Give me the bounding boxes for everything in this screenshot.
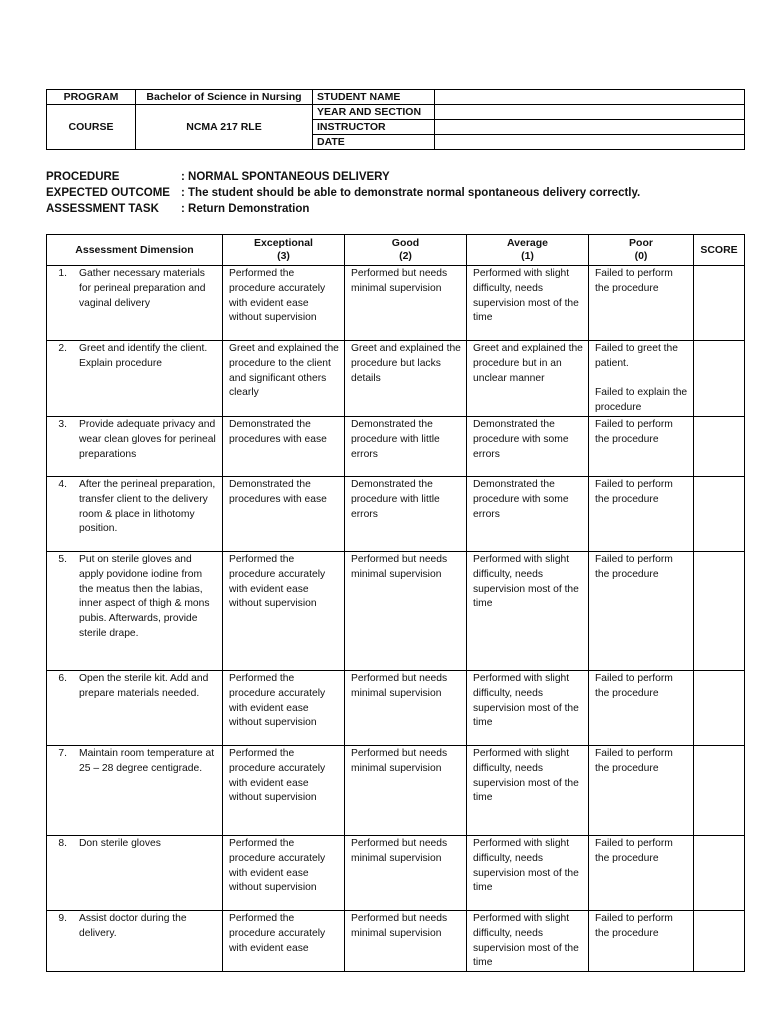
good-cell: Performed but needs minimal supervision [345, 910, 467, 971]
instructor-label: INSTRUCTOR [313, 120, 435, 135]
exceptional-cell: Performed the procedure accurately with evident ease without supervision [223, 745, 345, 835]
rubric-row [47, 341, 745, 417]
dimension-number: 5. [58, 553, 67, 565]
header-poor-score: (0) [634, 250, 648, 262]
dimension-cell [47, 835, 223, 910]
score-cell[interactable] [694, 416, 745, 476]
score-cell[interactable] [694, 910, 745, 971]
dimension-cell [47, 341, 223, 417]
header-assessment-dimension: Assessment Dimension [47, 235, 223, 266]
header-exceptional [223, 235, 345, 266]
dimension-cell [47, 910, 223, 971]
dimension-number: 3. [58, 418, 67, 430]
score-cell[interactable] [694, 551, 745, 670]
exceptional-cell: Performed the procedure accurately with evident ease [223, 910, 345, 971]
date-label: DATE [313, 135, 435, 150]
dimension-text: Assist doctor during the delivery. [79, 912, 187, 939]
dimension-cell [47, 670, 223, 745]
score-cell[interactable] [694, 745, 745, 835]
average-cell: Performed with slight difficulty, needs supervision most of the time [467, 745, 589, 835]
rubric-row [47, 835, 745, 910]
procedure-block [46, 169, 746, 217]
good-cell: Performed but needs minimal supervision [345, 670, 467, 745]
rubric-row [47, 670, 745, 745]
procedure-row [46, 169, 746, 185]
average-cell: Greet and explained the procedure but in an unclear manner [467, 341, 589, 417]
dimension-number: 9. [58, 912, 67, 924]
exceptional-cell: Demonstrated the procedures with ease [223, 476, 345, 551]
procedure-label: PROCEDURE [46, 171, 120, 183]
poor-cell: Failed to perform the procedure [589, 476, 694, 551]
assessment-task-value: : Return Demonstration [181, 203, 310, 215]
rubric-row [47, 416, 745, 476]
good-cell: Demonstrated the procedure with little errors [345, 476, 467, 551]
date-field[interactable] [435, 135, 745, 150]
good-cell: Greet and explained the procedure but lacks details [345, 341, 467, 417]
course-label: COURSE [47, 105, 136, 150]
assessment-task-row [46, 201, 746, 217]
header-good-score: (2) [399, 250, 412, 262]
expected-outcome-row [46, 185, 746, 201]
header-poor-label: Poor [629, 237, 653, 249]
dimension-text: Don sterile gloves [79, 837, 161, 849]
score-cell[interactable] [694, 266, 745, 341]
header-average-label: Average [506, 237, 549, 249]
poor-cell: Failed to perform the procedure [589, 670, 694, 745]
rubric-row [47, 910, 745, 971]
student-name-field[interactable] [435, 90, 745, 105]
header-info-table [46, 89, 745, 150]
year-section-field[interactable] [435, 105, 745, 120]
average-cell: Performed with slight difficulty, needs supervision most of the time [467, 670, 589, 745]
average-cell: Performed with slight difficulty, needs supervision most of the time [467, 910, 589, 971]
average-cell: Demonstrated the procedure with some errors [467, 476, 589, 551]
dimension-text: Put on sterile gloves and apply povidone iodine from the meatus then the labias, inner aspect of thigh & mons pubis. Afterwards, provide sterile drape. [79, 553, 210, 639]
dimension-cell [47, 745, 223, 835]
procedure-value: : NORMAL SPONTANEOUS DELIVERY [181, 171, 390, 183]
instructor-field[interactable] [435, 120, 745, 135]
dimension-number: 8. [58, 837, 67, 849]
header-exceptional-label: Exceptional [254, 237, 313, 249]
rubric-row [47, 266, 745, 341]
good-cell: Performed but needs minimal supervision [345, 266, 467, 341]
good-cell: Performed but needs minimal supervision [345, 745, 467, 835]
good-cell: Performed but needs minimal supervision [345, 551, 467, 670]
dimension-text: Maintain room temperature at 25 – 28 degree centigrade. [79, 747, 215, 774]
average-cell: Demonstrated the procedure with some errors [467, 416, 589, 476]
program-value: Bachelor of Science in Nursing [136, 90, 313, 105]
header-good [345, 235, 467, 266]
rubric-row [47, 551, 745, 670]
dimension-cell [47, 551, 223, 670]
good-cell: Performed but needs minimal supervision [345, 835, 467, 910]
rubric-row [47, 476, 745, 551]
poor-cell: Failed to greet the patient. Failed to explain the procedure [589, 341, 694, 417]
poor-cell: Failed to perform the procedure [589, 551, 694, 670]
score-cell[interactable] [694, 670, 745, 745]
good-cell: Demonstrated the procedure with little errors [345, 416, 467, 476]
dimension-cell [47, 416, 223, 476]
poor-cell: Failed to perform the procedure [589, 910, 694, 971]
average-cell: Performed with slight difficulty, needs supervision most of the time [467, 266, 589, 341]
expected-outcome-value: : The student should be able to demonstrate normal spontaneous delivery correctly. [181, 187, 641, 199]
exceptional-cell: Performed the procedure accurately with evident ease without supervision [223, 551, 345, 670]
dimension-number: 7. [58, 747, 67, 759]
assessment-task-label: ASSESSMENT TASK [46, 203, 159, 215]
score-cell[interactable] [694, 835, 745, 910]
dimension-text: Provide adequate privacy and wear clean gloves for perineal preparations [79, 418, 216, 460]
poor-cell: Failed to perform the procedure [589, 745, 694, 835]
rubric-table [46, 234, 745, 972]
header-score: SCORE [694, 235, 745, 266]
average-cell: Performed with slight difficulty, needs supervision most of the time [467, 835, 589, 910]
course-value: NCMA 217 RLE [136, 105, 313, 150]
student-name-label: STUDENT NAME [313, 90, 435, 105]
header-exceptional-score: (3) [277, 250, 290, 262]
rubric-header-row [47, 235, 745, 266]
dimension-text: Greet and identify the client. Explain procedure [79, 343, 208, 369]
dimension-number: 4. [58, 478, 67, 490]
exceptional-cell: Performed the procedure accurately with evident ease without supervision [223, 670, 345, 745]
score-cell[interactable] [694, 476, 745, 551]
poor-cell: Failed to perform the procedure [589, 835, 694, 910]
rubric-row [47, 745, 745, 835]
dimension-text: Gather necessary materials for perineal preparation and vaginal delivery [79, 268, 206, 309]
expected-outcome-label: EXPECTED OUTCOME [46, 187, 170, 199]
exceptional-cell: Greet and explained the procedure to the client and significant others clearly [223, 341, 345, 417]
dimension-cell [47, 266, 223, 341]
header-average [467, 235, 589, 266]
average-cell: Performed with slight difficulty, needs supervision most of the time [467, 551, 589, 670]
header-good-label: Good [391, 237, 420, 249]
exceptional-cell: Demonstrated the procedures with ease [223, 416, 345, 476]
exceptional-cell: Performed the procedure accurately with evident ease without supervision [223, 266, 345, 341]
program-label: PROGRAM [47, 90, 136, 105]
poor-cell: Failed to perform the procedure [589, 416, 694, 476]
dimension-number: 2. [58, 343, 67, 354]
dimension-text: After the perineal preparation, transfer client to the delivery room & place in lithotomy position. [79, 478, 216, 535]
header-poor [589, 235, 694, 266]
header-average-score: (1) [521, 250, 534, 262]
dimension-number: 1. [58, 268, 67, 279]
exceptional-cell: Performed the procedure accurately with evident ease without supervision [223, 835, 345, 910]
score-cell[interactable] [694, 341, 745, 417]
dimension-number: 6. [58, 672, 67, 684]
poor-cell: Failed to perform the procedure [589, 266, 694, 341]
dimension-text: Open the sterile kit. Add and prepare materials needed. [79, 672, 209, 699]
year-section-label: YEAR AND SECTION [313, 105, 435, 120]
dimension-cell [47, 476, 223, 551]
